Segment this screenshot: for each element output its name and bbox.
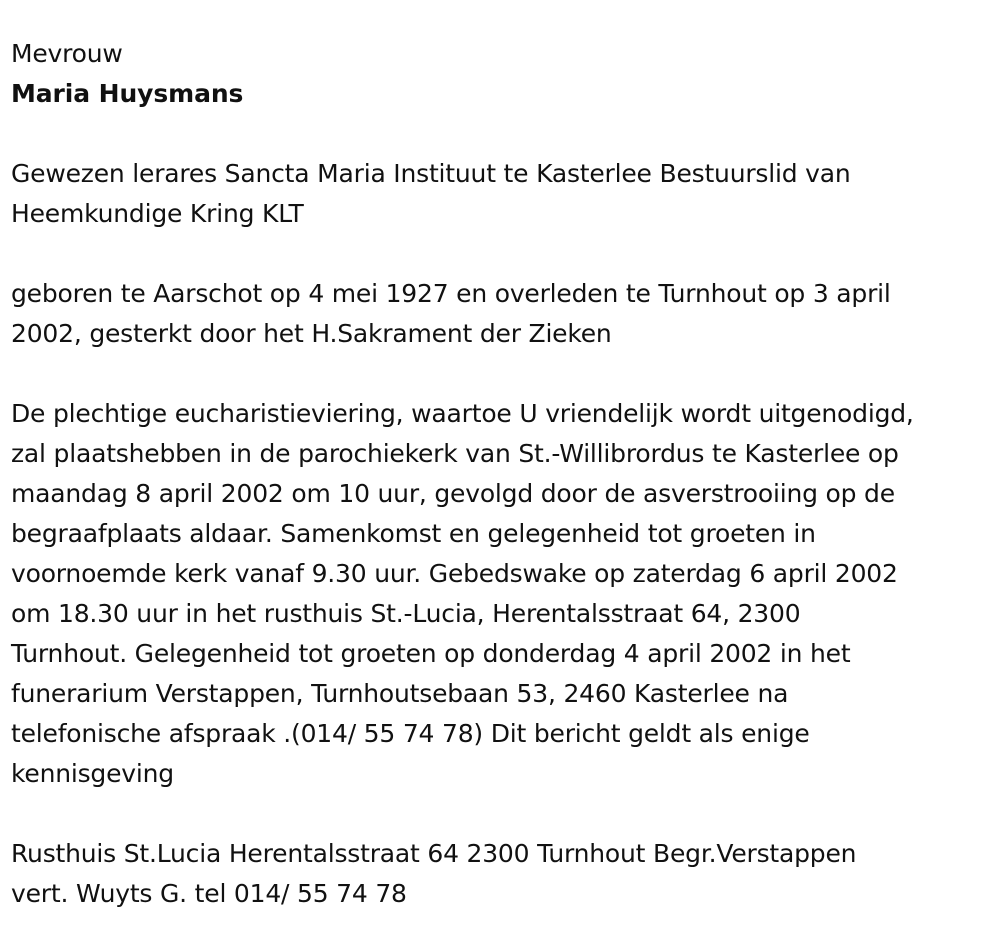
text-line: telefonische afspraak .(014/ 55 74 78) Dit bericht geldt als enige <box>11 719 810 748</box>
obituary-notice <box>11 34 991 914</box>
deceased-name: Maria Huysmans <box>11 79 244 108</box>
text-line: De plechtige eucharistieviering, waartoe U vriendelijk wordt uitgenodigd, <box>11 399 914 428</box>
text-line: Heemkundige Kring KLT <box>11 199 304 228</box>
text-line: Turnhout. Gelegenheid tot groeten op donderdag 4 april 2002 in het <box>11 639 851 668</box>
text-line: om 18.30 uur in het rusthuis St.-Lucia, Herentalsstraat 64, 2300 <box>11 599 801 628</box>
text-line: 2002, gesterkt door het H.Sakrament der Zieken <box>11 319 612 348</box>
function-paragraph <box>11 154 991 234</box>
text-line: maandag 8 april 2002 om 10 uur, gevolgd door de asverstrooiing op de <box>11 479 895 508</box>
contact-paragraph <box>11 834 991 914</box>
text-line: voornoemde kerk vanaf 9.30 uur. Gebedswake op zaterdag 6 april 2002 <box>11 559 898 588</box>
text-line: funerarium Verstappen, Turnhoutsebaan 53, 2460 Kasterlee na <box>11 679 789 708</box>
salutation: Mevrouw <box>11 39 123 68</box>
ceremony-paragraph <box>11 394 991 794</box>
text-line: geboren te Aarschot op 4 mei 1927 en overleden te Turnhout op 3 april <box>11 279 891 308</box>
birth-death-paragraph <box>11 274 991 354</box>
text-line: zal plaatshebben in de parochiekerk van St.-Willibrordus te Kasterlee op <box>11 439 899 468</box>
text-line: vert. Wuyts G. tel 014/ 55 74 78 <box>11 879 407 908</box>
text-line: begraafplaats aldaar. Samenkomst en gelegenheid tot groeten in <box>11 519 816 548</box>
text-line: Gewezen lerares Sancta Maria Instituut te Kasterlee Bestuurslid van <box>11 159 851 188</box>
text-line: Rusthuis St.Lucia Herentalsstraat 64 2300 Turnhout Begr.Verstappen <box>11 839 857 868</box>
text-line: kennisgeving <box>11 759 174 788</box>
